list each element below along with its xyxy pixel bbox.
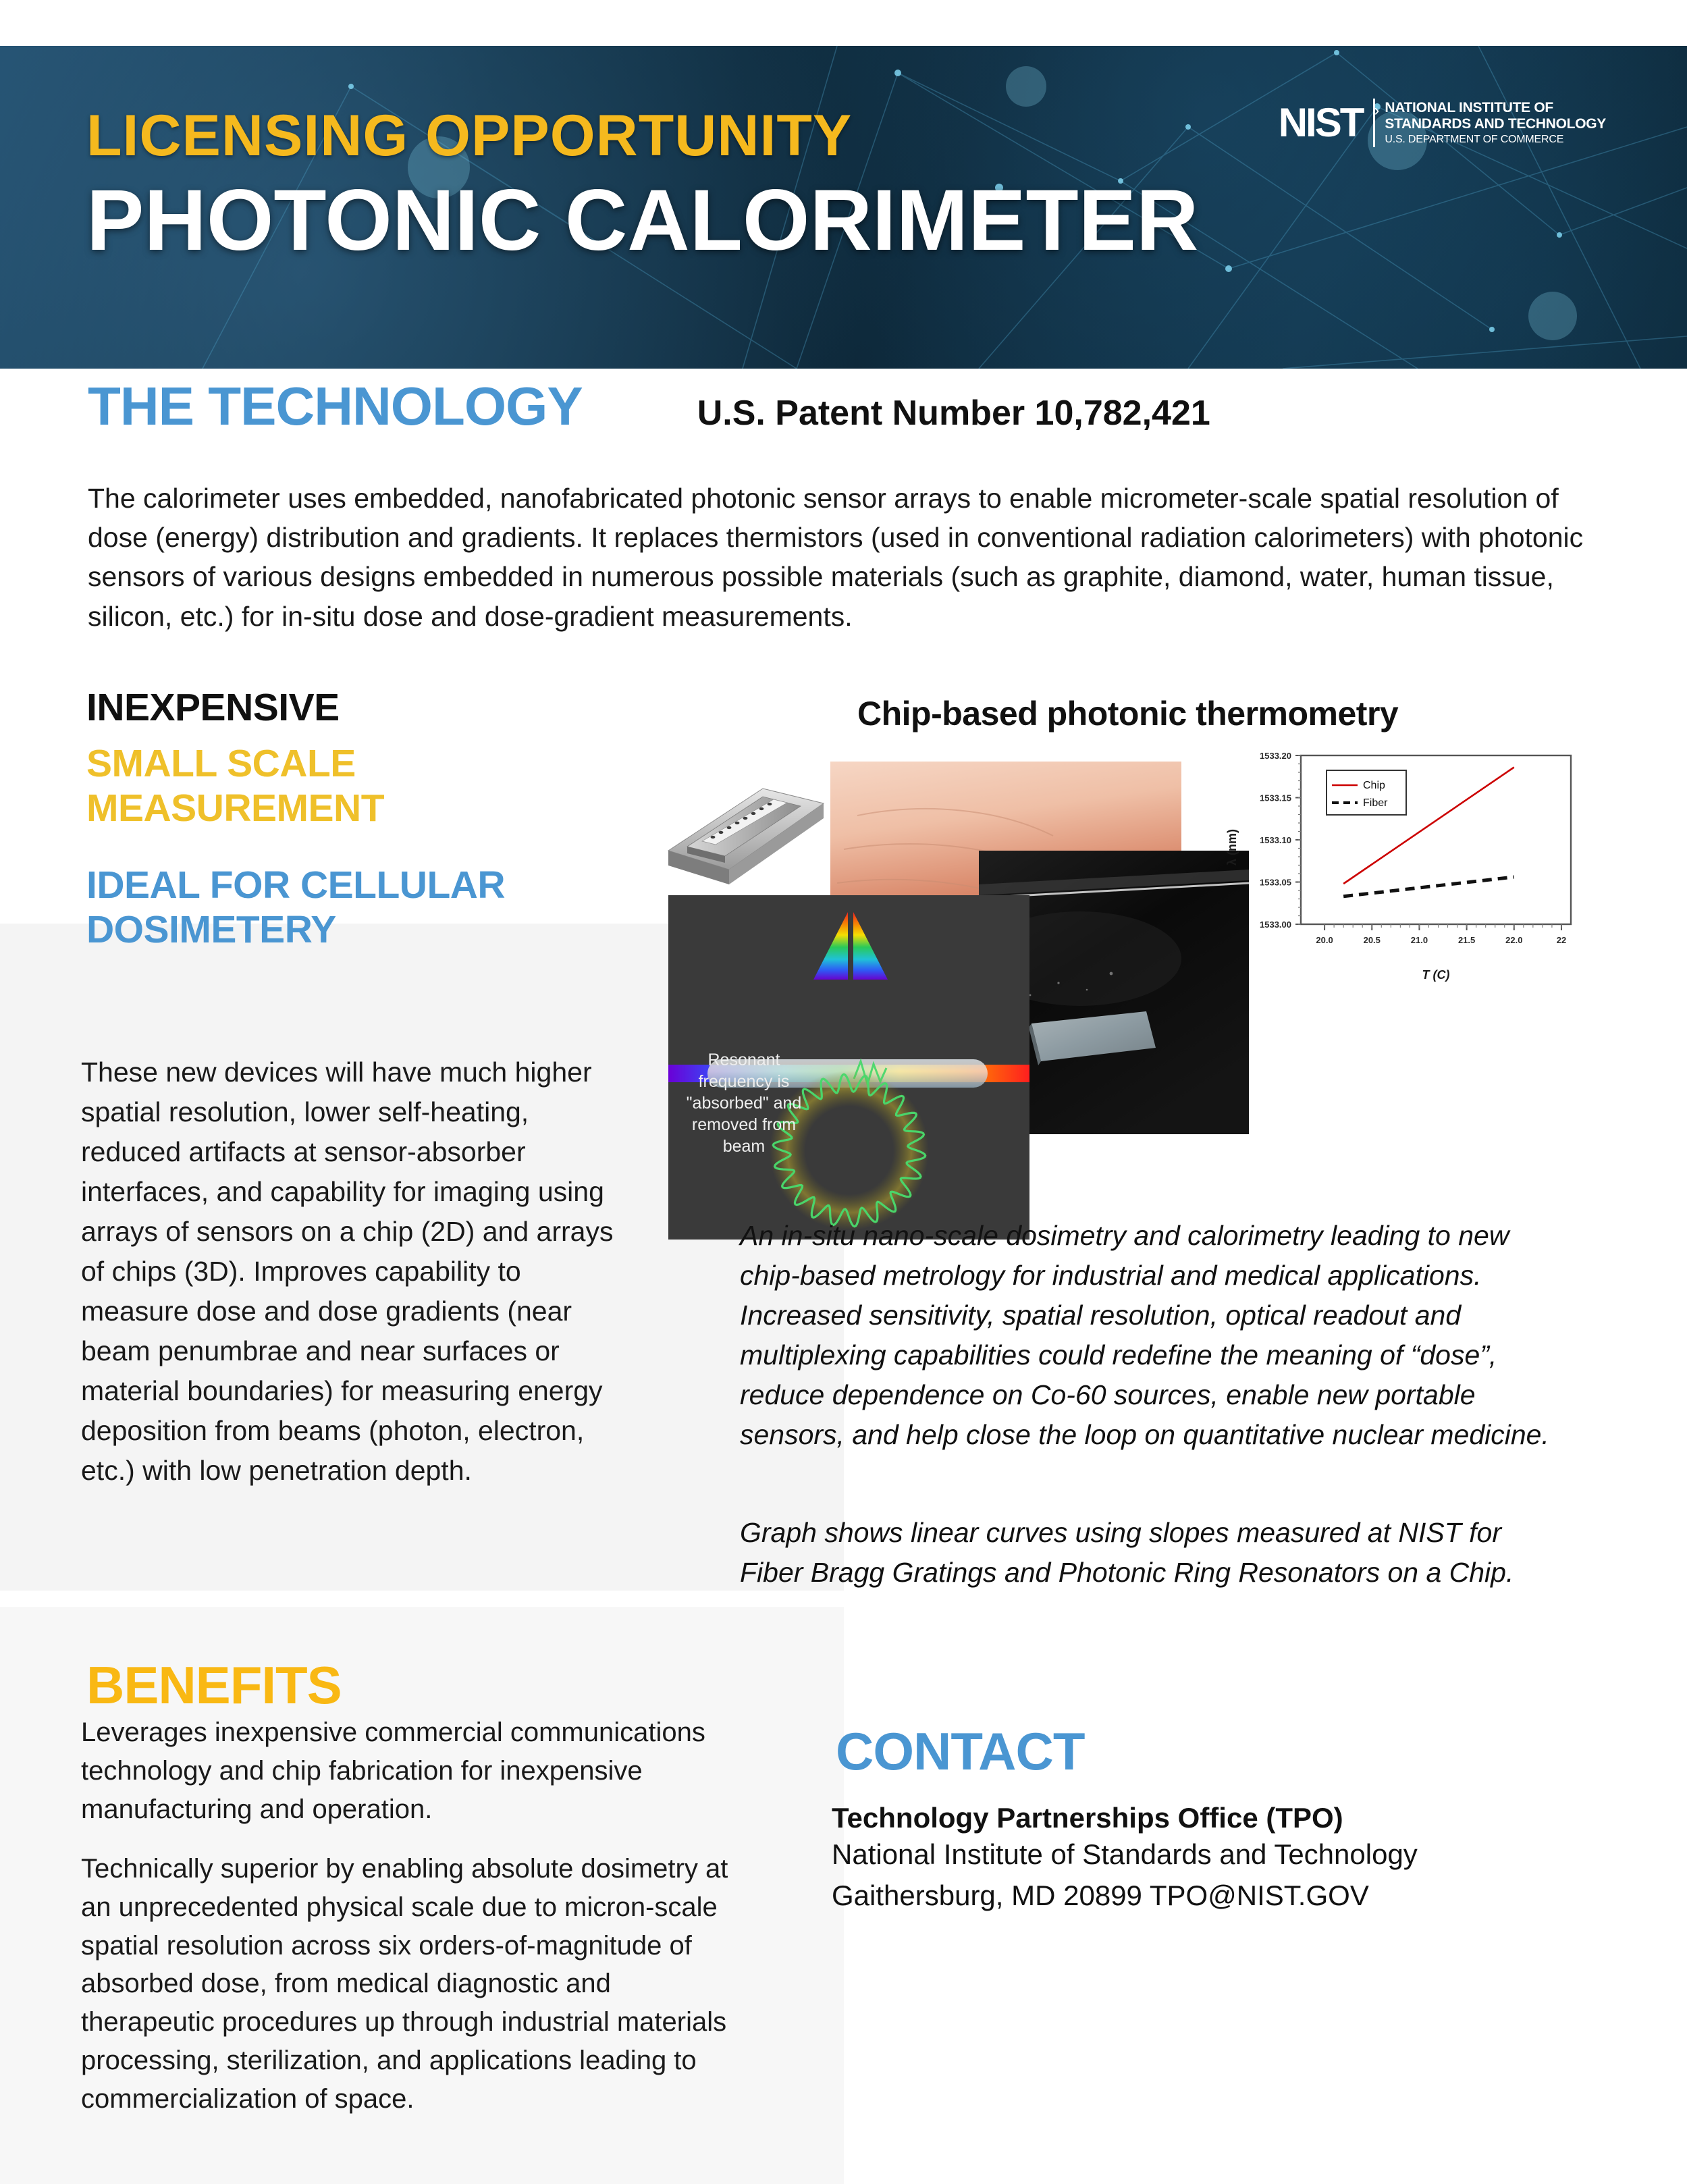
svg-text:Fiber: Fiber — [1363, 797, 1388, 809]
wavelength-vs-temperature-chart — [1212, 746, 1590, 986]
svg-text:20.0: 20.0 — [1316, 935, 1333, 945]
svg-text:22: 22 — [1556, 935, 1567, 945]
svg-text:Chip: Chip — [1363, 780, 1385, 791]
contact-office-name: Technology Partnerships Office (TPO) — [832, 1802, 1343, 1834]
technology-heading-row — [88, 376, 1600, 436]
technology-heading: THE TECHNOLOGY — [88, 376, 583, 436]
chevron-right-icon: › — [1374, 101, 1380, 119]
contact-heading: CONTACT — [836, 1721, 1085, 1781]
svg-text:1533.10: 1533.10 — [1260, 835, 1291, 845]
nist-wordmark: NIST — [1278, 100, 1363, 145]
svg-text:T (C): T (C) — [1422, 968, 1450, 982]
benefits-paragraph-2: Technically superior by enabling absolute dosimetry at an unprecedented physical scale due to micron-scale spatial resolution across six orders-of-magnitude of absorbed dose, from medical diagnostic and therapeutic procedures up through industrial materials processing, sterilization, and applications leading to commercialization of space. — [81, 1854, 728, 2114]
svg-text:1533.05: 1533.05 — [1260, 877, 1291, 888]
svg-text:21.0: 21.0 — [1410, 935, 1428, 945]
svg-text:1533.15: 1533.15 — [1260, 793, 1291, 803]
nist-logo-text — [1374, 99, 1606, 146]
technology-body-text: The calorimeter uses embedded, nanofabricated photonic sensor arrays to enable micrometer-scale spatial resolution of dose (energy) distribution and gradients. It replaces thermistors (used in conventional radiation calorimeters) with photonic sensors of various designs embedded in numerous possible materials (such as graphite, diamond, water, human tissue, silicon, etc.) for in-situ dose and dose-gradient measurements. — [88, 483, 1584, 632]
nist-line-3: U.S. DEPARTMENT OF COMMERCE — [1385, 133, 1564, 145]
nist-line-2: STANDARDS AND TECHNOLOGY — [1385, 115, 1606, 132]
nist-line-1: NATIONAL INSTITUTE OF — [1385, 99, 1553, 115]
figure-title: Chip-based photonic thermometry — [857, 695, 1399, 733]
patent-number: U.S. Patent Number 10,782,421 — [697, 394, 1210, 433]
highlight-ideal-for-cellular-dosimetery: IDEAL FOR CELLULAR DOSIMETERY — [86, 863, 506, 952]
highlight-inexpensive: INEXPENSIVE — [86, 686, 340, 729]
eyebrow-licensing-opportunity: LICENSING OPPORTUNITY — [86, 103, 853, 168]
header-banner — [0, 46, 1687, 369]
svg-text:1533.00: 1533.00 — [1260, 920, 1291, 930]
nist-logo — [1279, 99, 1606, 147]
ring-diagram-caption: Resonant frequency is "absorbed" and removed from beam — [686, 1050, 802, 1156]
contact-address: National Institute of Standards and Technology Gaithersburg, MD 20899 TPO@NIST.GOV — [832, 1838, 1418, 1912]
page-title: PHOTONIC CALORIMETER — [86, 172, 1199, 269]
svg-text:21.5: 21.5 — [1457, 935, 1476, 945]
svg-text:λ (nm): λ (nm) — [1225, 829, 1239, 865]
benefits-heading: BENEFITS — [86, 1655, 342, 1715]
svg-text:22.0: 22.0 — [1505, 935, 1523, 945]
banner-title-group — [86, 103, 1199, 269]
figure-note-paragraph-2: Graph shows linear curves using slopes measured at NIST for Fiber Bragg Gratings and Photonic Ring Resonators on a Chip. — [740, 1517, 1514, 1589]
highlight-small-scale-measurement: SMALL SCALE MEASUREMENT — [86, 742, 385, 830]
figure-note-paragraph-1: An in-situ nano-scale dosimetry and calorimetry leading to new chip-based metrology for industrial and medical applications. Increased sensitivity, spatial resolution, optical readout and multiplexing capabilities could redefine the meaning of “dose”, reduce dependence on Co-60 sources, enable new portable sensors, and help close the loop on quantitative nuclear medicine. — [740, 1220, 1549, 1451]
benefits-paragraph-1: Leverages inexpensive commercial communications technology and chip fabrication for inexpensive manufacturing and operation. — [81, 1717, 705, 1824]
svg-text:1533.20: 1533.20 — [1260, 751, 1291, 761]
svg-text:20.5: 20.5 — [1363, 935, 1381, 945]
left-column-body-text: These new devices will have much higher spatial resolution, lower self-heating, reduced artifacts at sensor-absorber interfaces, and capability for imaging using arrays of sensors on a chip (2D) and arrays of chips (3D). Improves capability to measure dose and dose gradients (near beam penumbrae and near surfaces or material boundaries) for measuring energy deposition from beams (photon, electron, etc.) with low penetration depth. — [81, 1057, 614, 1487]
chip-waveguide-illustration — [662, 776, 830, 884]
ring-resonator-diagram — [668, 895, 1029, 1240]
